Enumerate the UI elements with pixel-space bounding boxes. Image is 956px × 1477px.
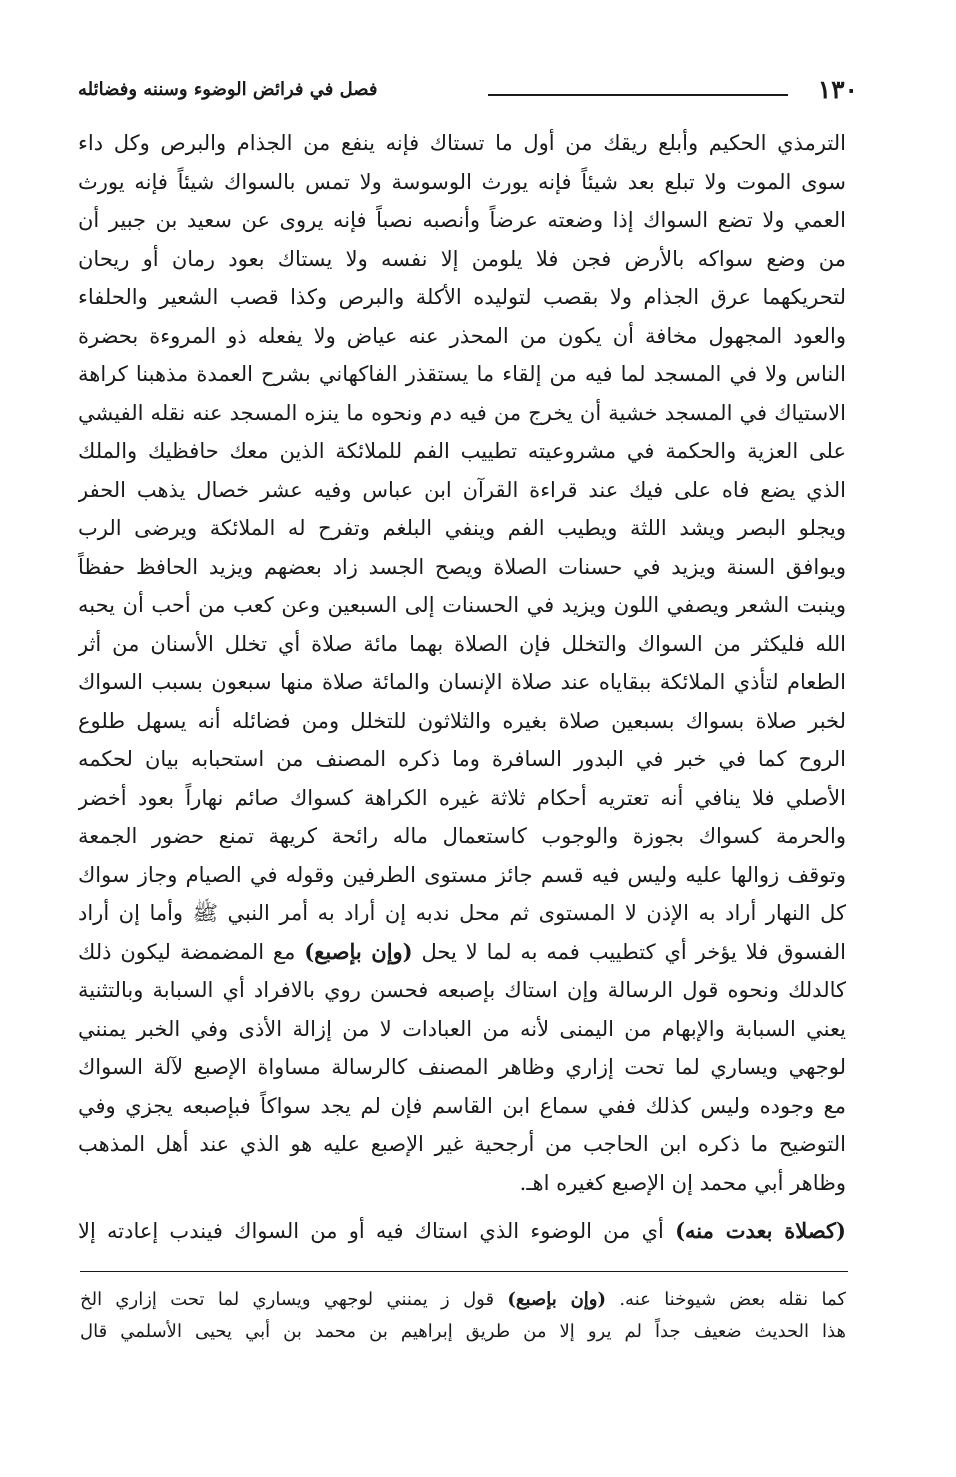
section-start-line [78, 1211, 846, 1251]
text-line: لوجهي ويساري لما تحت إزاري وظاهر المصنف كالرسالة مساواة الإصبع لآلة السواك [78, 1055, 846, 1079]
text-line: وتوقف زوالها عليه وليس فيه قسم جائز مستوى الطرفين وقوله في الصيام وجاز سواك [78, 862, 846, 887]
text-line: كل النهار أراد به الإذن لا المستوى ثم محل ندبه إن أراد به أمر النبي ﷺ وأما إن أراد [78, 901, 846, 925]
text-line: العمي ولا تضع السواك إذا وضعته عرضاً وأنصبه نصباً فإنه يروى عن سعيد بن جبير أن [78, 208, 846, 232]
text-line: لتحريكهما عرق الجذام ولا بقصب لتوليده الأكلة والبرص وكذا قصب الشعير والحلفاء [78, 285, 846, 309]
matn-quote: (وإن بإصبع) [507, 1289, 606, 1310]
text-line: ويوافق السنة ويزيد في حسنات الصلاة ويصح الجسد زاد بعضهم ويزيد الحافظ حفظاً [78, 554, 846, 579]
text-line: من وضع سواكه بالأرض فجن فلا يلومن إلا نفسه ولا يستاك بعود رمان أو ريحان [78, 246, 846, 271]
text-segment: كما نقله بعض شيوخنا عنه. [619, 1289, 846, 1310]
text-line: وينبت الشعر ويصفي اللون ويزيد في الحسنات إلى السبعين وعن كعب من أحب أن يحبه [78, 593, 846, 617]
text-line: والعود المجهول مخافة أن يكون من المحذر عنه عياض ولا يفعله ذو المروءة بحضرة [78, 323, 846, 348]
text-line: الله فليكثر من السواك والتخلل فإن الصلاة بهما مائة صلاة أي تخلل الأسنان من أثر [78, 631, 846, 656]
text-line: الترمذي الحكيم وأبلع ريقك من أول ما تستاك فإنه ينفع من الجذام والبرص وكل داء [78, 131, 846, 155]
text-line: لخبر صلاة بسواك بسبعين صلاة بغيره والثلاثون للتخلل ومن فضائله أنه يسهل طلوع [78, 708, 846, 733]
page-header [78, 72, 858, 112]
text-line: على العزية والحكمة في مشروعيته تطييب الفم للملائكة الذين معك حافظيك والملك [78, 439, 846, 463]
text-line: ويجلو البصر ويشد اللثة ويطيب الفم وينفي البلغم وتفرح له الملائكة ويرضى الرب [78, 516, 846, 540]
text-line: سوى الموت ولا تبلع بعد شيئاً فإنه يورث الوسوسة ولا تمس بالسواك شيئاً فإنه يورث [78, 169, 846, 194]
text-line: الاستياك في المسجد خشية أن يخرج من فيه دم ونحوه ما ينزه المسجد عنه نقله الفيشي [78, 400, 846, 425]
footnote-separator [80, 1271, 848, 1272]
text-line: الناس ولا في المسجد لما فيه من إلقاء ما يستقذر الفاكهاني بشرح العمدة مذهبنا كراهة [78, 362, 846, 386]
text-segment: مع المضمضة ليكون ذلك [78, 939, 296, 964]
text-line: الطعام لتأذي الملائكة ببقاياه عند صلاة الإنسان والمائة صلاة منها سبعون بسبب السواك [78, 670, 846, 694]
text-segment: قول ز يمنني لوجهي ويساري لما تحت إزاري الخ [80, 1289, 495, 1310]
footnotes [80, 1284, 846, 1348]
header-rule [488, 94, 788, 96]
text-line: والحرمة كسواك بجوزة والوجوب كاستعمال ماله رائحة كريهة تمنع حضور الجمعة [78, 824, 846, 848]
text-segment: أي من الوضوء الذي استاك فيه أو من السواك فيندب إعادته إلا [78, 1219, 664, 1243]
text-line: الذي يضع فاه على فيك عند قراءة القرآن ابن عباس وفيه عشر خصال يذهب الحفر [78, 477, 846, 502]
text-line: مع وجوده وليس كذلك ففي سماع ابن القاسم فإن لم يجد سواكاً فبإصبعه يجزي وفي [78, 1093, 846, 1118]
footnote-line: هذا الحديث ضعيف جداً لم يرو إلا من طريق إبراهيم بن محمد بن أبي يحيى الأسلمي قال [80, 1321, 846, 1342]
matn-quote: (وإن بإصبع) [304, 938, 413, 964]
text-line: الأصلي فلا ينافي أنه تعتريه أحكام ثلاثة غيره الكراهة كسواك صائم نهاراً بعود أخضر [78, 785, 846, 810]
text-line-with-matn [78, 933, 846, 972]
text-line: كالدلك ونحوه قول الرسالة وإن استاك بإصبعه فحسن روي بالافراد أي السبابة وبالتثنية [78, 978, 846, 1002]
text-line: وظاهر أبي محمد إن الإصبع كغيره اهـ. [519, 1170, 846, 1195]
footnote-line [80, 1284, 846, 1316]
text-line: التوضيح ما ذكره ابن الحاجب من أرجحية غير الإصبع عليه هو الذي عند أهل المذهب [78, 1132, 846, 1156]
running-title: فصل في فرائض الوضوء وسننه وفضائله [78, 79, 378, 100]
matn-quote: (كصلاة بعدت منه) [675, 1218, 846, 1243]
main-text [78, 124, 846, 1202]
text-line: الروح كما في خبر في البدور السافرة وما ذكره المصنف من استحبابه بيان لحكمه [78, 747, 846, 771]
text-segment: الفسوق فلا يؤخر أي كتطييب فمه به لما لا يحل [421, 939, 846, 964]
page-number: ١٣٠ [817, 75, 858, 104]
text-line: يعني السبابة والإبهام من اليمنى لأنه من العبادات لا من إزالة الأذى وفي الخبر يمنني [78, 1016, 846, 1041]
